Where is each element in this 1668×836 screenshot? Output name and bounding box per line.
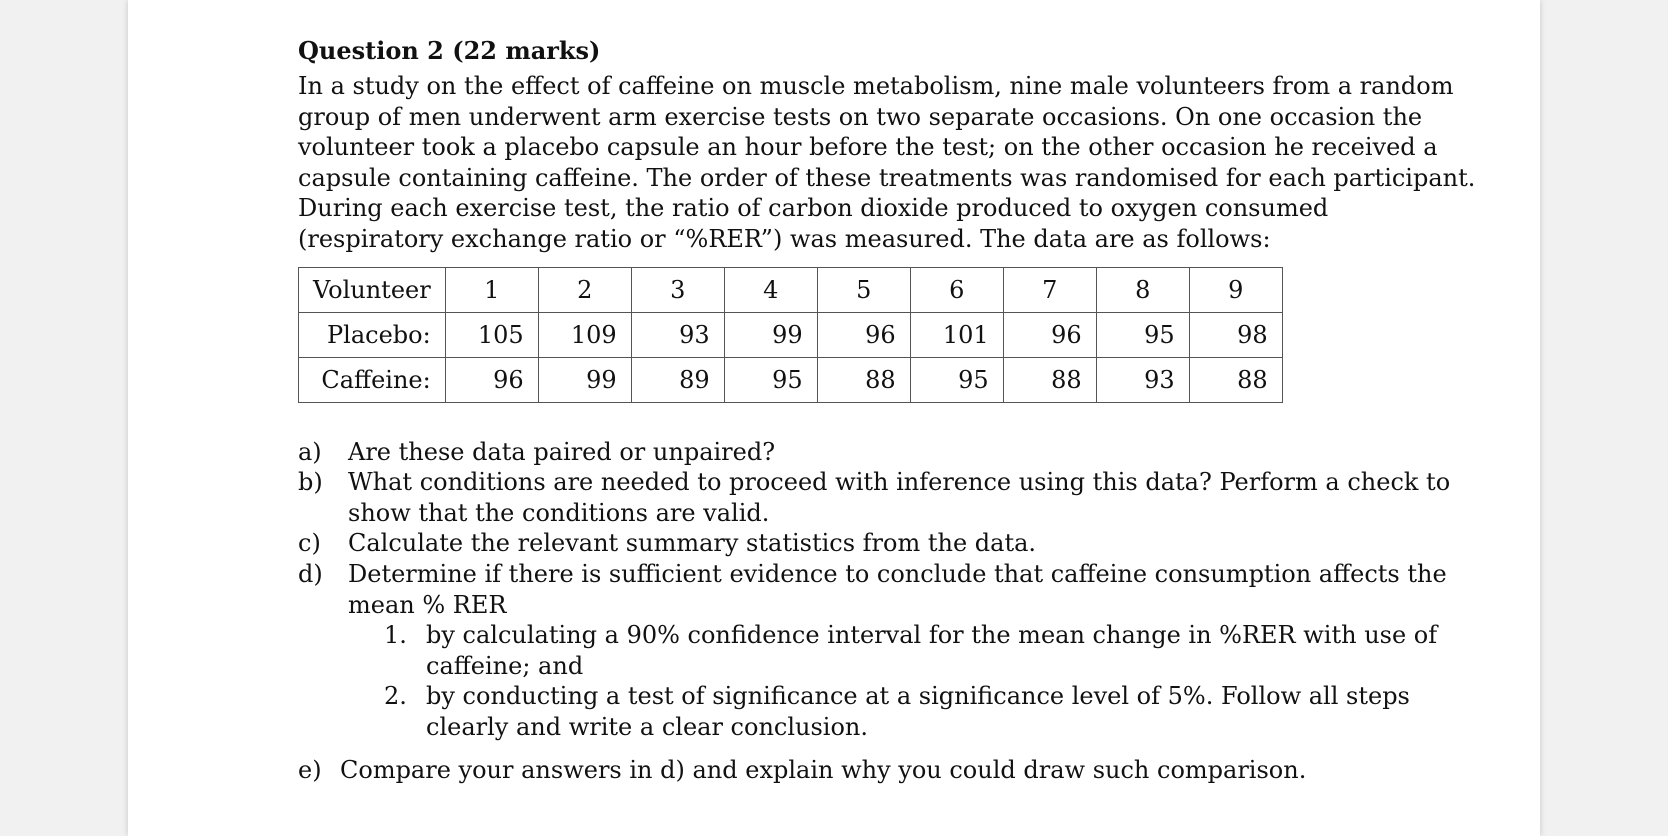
table-row	[299, 312, 1283, 357]
intro-line: volunteer took a placebo capsule an hour before the test; on the other occasion he received a	[298, 133, 1438, 162]
table-row-label: Caffeine:	[299, 357, 446, 402]
table-header-cell: 1	[445, 267, 538, 312]
part-text: Are these data paired or unpaired?	[348, 437, 776, 466]
table-cell: 99	[538, 357, 631, 402]
table-header-cell: 4	[724, 267, 817, 312]
part-a	[298, 437, 1498, 468]
table-cell: 96	[1003, 312, 1096, 357]
intro-line: During each exercise test, the ratio of carbon dioxide produced to oxygen consumed	[298, 194, 1329, 223]
table-header-cell: 6	[910, 267, 1003, 312]
part-d	[298, 559, 1498, 620]
table-cell: 96	[445, 357, 538, 402]
document-page	[128, 0, 1540, 836]
question-parts-list	[298, 437, 1498, 786]
intro-line: In a study on the effect of caffeine on muscle metabolism, nine male volunteers from a random	[298, 72, 1454, 100]
table-cell: 89	[631, 357, 724, 402]
table-row	[299, 357, 1283, 402]
table-header-cell: 2	[538, 267, 631, 312]
subpart-label: 2.	[384, 682, 407, 711]
part-text: show that the conditions are valid.	[348, 498, 770, 527]
part-d-subpart-2	[384, 681, 1498, 742]
part-label: b)	[298, 468, 323, 497]
table-header-cell: 5	[817, 267, 910, 312]
intro-line: (respiratory exchange ratio or “%RER”) was measured. The data are as follows:	[298, 224, 1271, 253]
table-cell: 88	[1189, 357, 1282, 402]
table-cell: 95	[910, 357, 1003, 402]
part-text: What conditions are needed to proceed with inference using this data? Perform a check to	[348, 468, 1451, 497]
data-table	[298, 267, 1283, 403]
table-cell: 105	[445, 312, 538, 357]
part-label: d)	[298, 559, 323, 588]
intro-paragraph	[298, 71, 1498, 255]
table-header-cell: 8	[1096, 267, 1189, 312]
subpart-text: caffeine; and	[426, 651, 584, 680]
part-text: Compare your answers in d) and explain why you could draw such comparison.	[340, 755, 1307, 784]
subpart-text: clearly and write a clear conclusion.	[426, 712, 869, 741]
table-cell: 95	[724, 357, 817, 402]
part-label: a)	[298, 437, 322, 466]
table-cell: 99	[724, 312, 817, 357]
subpart-label: 1.	[384, 621, 407, 650]
part-text: mean % RER	[348, 590, 507, 619]
table-cell: 98	[1189, 312, 1282, 357]
table-header-row	[299, 267, 1283, 312]
table-header-cell: 7	[1003, 267, 1096, 312]
table-cell: 109	[538, 312, 631, 357]
part-c	[298, 528, 1498, 559]
intro-line: group of men underwent arm exercise tests on two separate occasions. On one occasion the	[298, 102, 1423, 131]
table-header-cell: 9	[1189, 267, 1282, 312]
table-cell: 93	[631, 312, 724, 357]
part-b	[298, 467, 1498, 528]
part-text: Determine if there is sufficient evidence to conclude that caffeine consumption affects the	[348, 559, 1447, 588]
part-label: e)	[298, 755, 322, 784]
table-cell: 101	[910, 312, 1003, 357]
table-cell: 95	[1096, 312, 1189, 357]
table-cell: 88	[1003, 357, 1096, 402]
question-content	[298, 34, 1498, 785]
table-row-label: Placebo:	[299, 312, 446, 357]
subpart-text: by conducting a test of significance at a significance level of 5%. Follow all steps	[426, 682, 1410, 711]
part-d-subpart-1	[384, 620, 1498, 681]
table-cell: 88	[817, 357, 910, 402]
part-label: c)	[298, 529, 321, 558]
table-header-cell: 3	[631, 267, 724, 312]
table-cell: 96	[817, 312, 910, 357]
table-header-cell: Volunteer	[299, 267, 446, 312]
part-e	[298, 755, 1498, 786]
subpart-text: by calculating a 90% confidence interval for the mean change in %RER with use of	[426, 621, 1438, 650]
question-title: Question 2 (22 marks)	[298, 36, 601, 65]
part-text: Calculate the relevant summary statistics from the data.	[348, 529, 1037, 558]
table-cell: 93	[1096, 357, 1189, 402]
intro-line: capsule containing caffeine. The order of these treatments was randomised for each participant.	[298, 163, 1476, 192]
